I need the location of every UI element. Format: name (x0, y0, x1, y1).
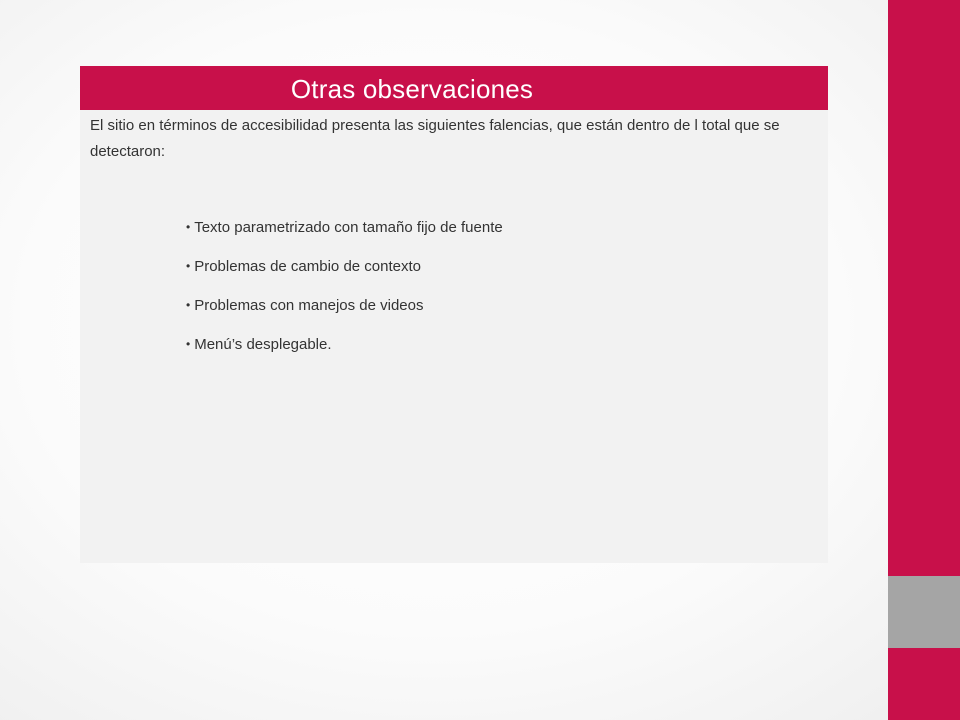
bullet-text: Problemas con manejos de videos (194, 297, 424, 314)
bullet-item (186, 216, 503, 255)
intro-paragraph: El sitio en términos de accesibilidad presenta las siguientes falencias, que están dentro de l total que se detectaron: (90, 117, 780, 160)
bullet-icon: • (186, 298, 191, 312)
side-accent-bar (888, 0, 960, 720)
bullet-item (186, 333, 503, 372)
bullet-text: Texto parametrizado con tamaño fijo de fuente (194, 219, 503, 236)
bullet-text: Problemas de cambio de contexto (194, 258, 421, 275)
slide-title: Otras observaciones (290, 73, 534, 104)
title-band (80, 66, 828, 110)
bullet-icon: • (186, 220, 191, 234)
bullet-item (186, 255, 503, 294)
bullet-item (186, 294, 503, 333)
side-bar-top-segment (888, 0, 960, 576)
side-bar-middle-segment (888, 576, 960, 648)
side-bar-bottom-segment (888, 648, 960, 720)
bullet-icon: • (186, 259, 191, 273)
bullet-text: Menú’s desplegable. (194, 336, 332, 353)
bullet-icon: • (186, 337, 191, 351)
bullet-list (186, 216, 503, 372)
content-panel (80, 66, 828, 563)
